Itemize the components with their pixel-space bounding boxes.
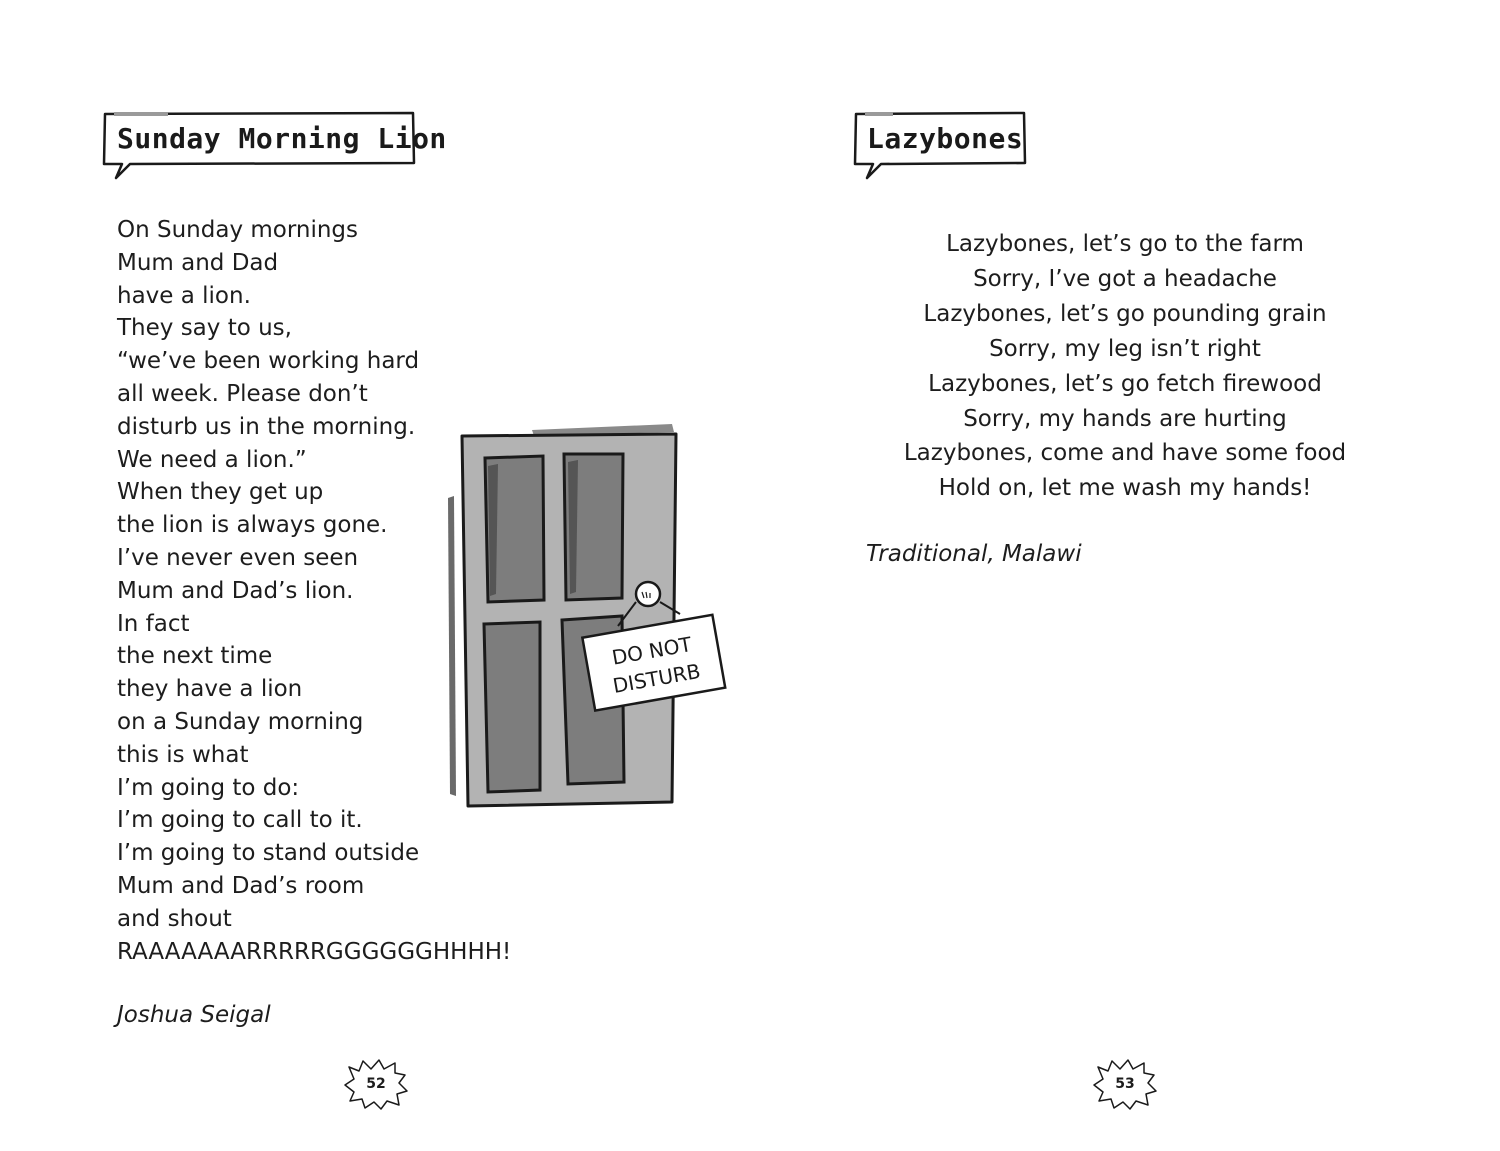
poem-line: on a Sunday morning [117, 708, 364, 735]
poem-line: the next time [117, 643, 273, 670]
poem-line: Lazybones, let’s go pounding grain [923, 300, 1327, 327]
poem-line: all week. Please don’t [117, 380, 368, 407]
poem-line: I’ve never even seen [117, 544, 359, 571]
doorknob-icon [636, 582, 660, 606]
poem-line: and shout [117, 905, 232, 932]
poem-line: Mum and Dad [117, 249, 279, 276]
poem-line: In fact [117, 610, 190, 637]
poem-line: Sorry, I’ve got a headache [973, 265, 1277, 292]
poem-line: RAAAAAAARRRRRGGGGGGHHHH! [117, 938, 512, 965]
poem-line: Lazybones, come and have some food [903, 440, 1347, 467]
poem-body [850, 227, 1400, 506]
poem-line: disturb us in the morning. [117, 413, 416, 440]
poem-line: Hold on, let me wash my hands! [938, 475, 1312, 502]
poem-line: “we’ve been working hard [117, 348, 420, 375]
page-number: 52 [366, 1076, 386, 1092]
poem-line: Sorry, my hands are hurting [963, 405, 1287, 432]
page-number-badge [341, 1057, 411, 1111]
poem-line: When they get up [117, 479, 324, 506]
poem-line: Sorry, my leg isn’t right [989, 335, 1261, 362]
poem-author: Traditional, Malawi [866, 541, 1082, 567]
title-bubble [102, 108, 447, 180]
poem-line: Mum and Dad’s lion. [117, 577, 354, 604]
poem-line: I’m going to call to it. [117, 807, 363, 834]
door-illustration [440, 418, 740, 818]
poem-line: they have a lion [117, 676, 303, 703]
poem-line: Lazybones, let’s go to the farm [946, 231, 1304, 257]
poem-line: I’m going to stand outside [117, 840, 420, 867]
poem-line: They say to us, [117, 315, 292, 342]
poem-line: Mum and Dad’s room [117, 872, 365, 899]
sign-text-line-2: DISTURB [610, 658, 703, 698]
page-number: 53 [1115, 1076, 1135, 1092]
poem-line: have a lion. [117, 282, 251, 309]
poem-line: We need a lion.” [117, 446, 307, 473]
poem-line: Lazybones, let’s go fetch firewood [928, 370, 1322, 397]
door-panel [484, 622, 540, 792]
door-shadow [448, 496, 456, 796]
poem-author: Joshua Seigal [117, 1002, 271, 1028]
poem-line: the lion is always gone. [117, 512, 388, 539]
poem-title: Sunday Morning Lion [117, 122, 447, 155]
poem-line: On Sunday mornings [117, 217, 359, 243]
poem-line: this is what [117, 741, 249, 768]
page-number-badge [1090, 1057, 1160, 1111]
poem-line: I’m going to do: [117, 774, 300, 801]
sign-text-line-1: DO NOT [610, 632, 694, 670]
poem-title: Lazybones [867, 122, 1024, 155]
title-bubble [853, 108, 1027, 180]
